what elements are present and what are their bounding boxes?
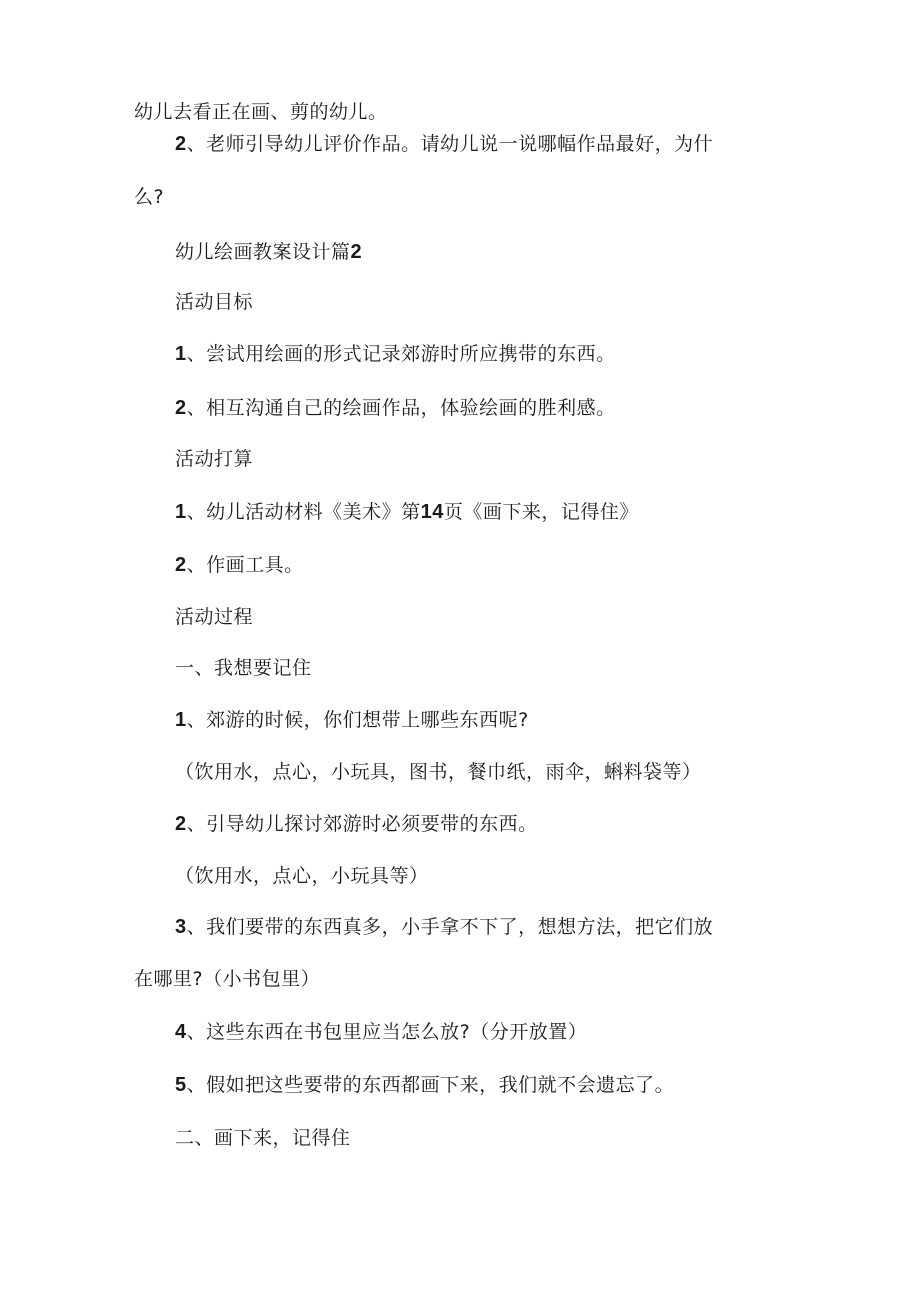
text-line [175, 656, 312, 680]
line-text: 在哪里?（小书包里） [134, 968, 321, 990]
line-text: 、这些东西在书包里应当怎么放?（分开放置） [186, 1021, 588, 1043]
line-text-continued: 页《画下来，记得住》 [443, 501, 639, 523]
item-number: 2 [175, 554, 187, 576]
item-number: 2 [175, 813, 187, 835]
list-item [175, 132, 713, 156]
line-text: 、郊游的时候，你们想带上哪些东西呢? [186, 709, 529, 731]
line-text: 幼儿去看正在画、剪的幼儿。 [134, 101, 388, 123]
line-text: 、假如把这些要带的东西都画下来，我们就不会遗忘了。 [186, 1074, 675, 1096]
line-text: 、引导幼儿探讨郊游时必须要带的东西。 [186, 813, 538, 835]
list-item [175, 553, 304, 577]
line-text: 一、我想要记住 [175, 657, 312, 679]
line-text: 活动目标 [175, 291, 254, 313]
line-text: （饮用水，点心，小玩具，图书，餐巾纸，雨伞，蝌料袋等） [175, 761, 702, 783]
text-line [175, 864, 429, 888]
item-number: 5 [175, 1074, 187, 1096]
heading-number: 2 [350, 241, 363, 263]
item-number: 2 [175, 133, 187, 155]
item-number: 3 [175, 916, 187, 938]
line-text: 、相互沟通自己的绘画作品，体验绘画的胜利感。 [186, 397, 616, 419]
subheading [175, 447, 253, 471]
list-item [175, 1020, 587, 1044]
line-text: 活动过程 [175, 606, 254, 628]
text-line [134, 185, 164, 209]
item-number: 2 [175, 397, 187, 419]
text-line [134, 100, 388, 124]
list-item [175, 915, 713, 939]
line-text: 、作画工具。 [186, 554, 304, 576]
line-text: 、我们要带的东西真多，小手拿不下了，想想方法，把它们放 [186, 916, 714, 938]
line-text: 活动打算 [175, 448, 254, 470]
list-item [175, 812, 538, 836]
text-line [175, 760, 702, 784]
list-item [175, 708, 529, 732]
subheading [175, 290, 253, 314]
heading-text: 幼儿绘画教案设计篇 [175, 241, 351, 263]
list-item [175, 500, 639, 524]
page-number: 14 [420, 501, 444, 523]
list-item [175, 396, 616, 420]
line-text: 、老师引导幼儿评价作品。请幼儿说一说哪幅作品最好，为什 [186, 133, 714, 155]
line-text: 、尝试用绘画的形式记录郊游时所应携带的东西。 [186, 343, 616, 365]
line-text: 么? [134, 186, 165, 208]
text-line [134, 967, 320, 991]
item-number: 1 [175, 501, 187, 523]
subheading [175, 605, 253, 629]
text-line [175, 1126, 351, 1150]
item-number: 1 [175, 343, 187, 365]
item-number: 1 [175, 709, 187, 731]
list-item [175, 342, 616, 366]
section-heading [175, 240, 362, 264]
line-text: （饮用水，点心，小玩具等） [175, 865, 429, 887]
line-text: 二、画下来，记得住 [175, 1127, 351, 1149]
list-item [175, 1073, 674, 1097]
line-text: 、幼儿活动材料《美术》第 [186, 501, 421, 523]
item-number: 4 [175, 1021, 187, 1043]
